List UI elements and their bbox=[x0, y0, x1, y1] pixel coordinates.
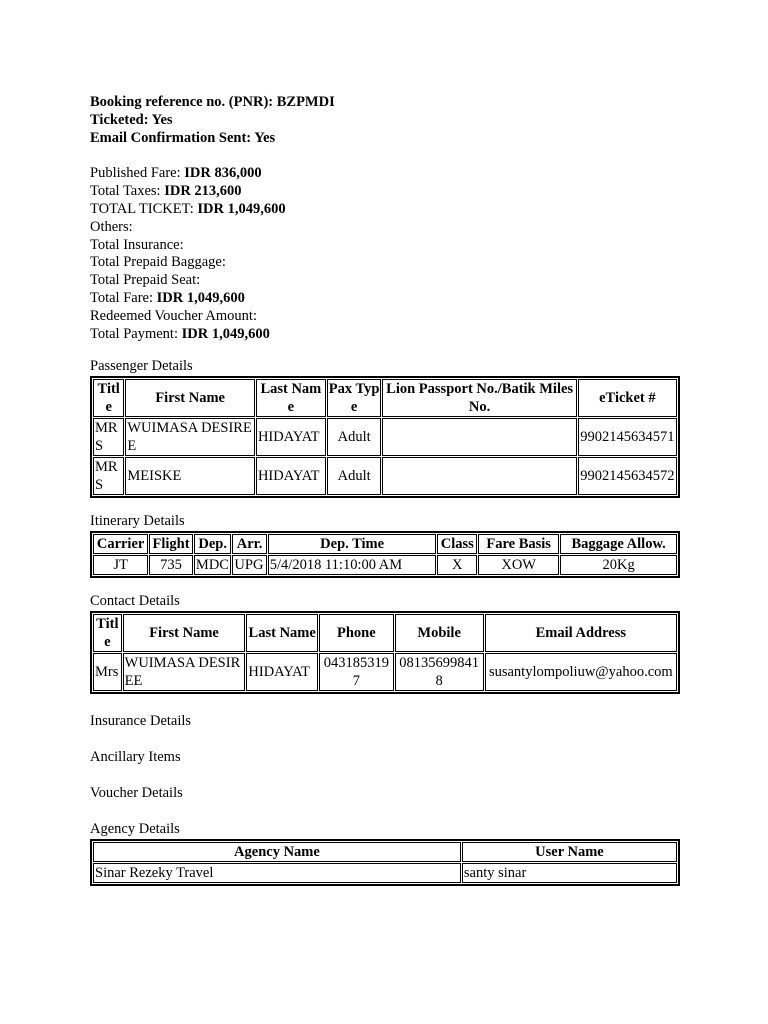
fare-line bbox=[90, 326, 680, 344]
fare-label: TOTAL TICKET: bbox=[90, 200, 198, 217]
fare-label: Total Payment: bbox=[90, 325, 182, 342]
itinerary-departure: MDC bbox=[194, 555, 231, 575]
contact-last-name: HIDAYAT bbox=[246, 653, 318, 691]
passenger-pax-type: Adult bbox=[327, 418, 382, 456]
fare-label: Total Prepaid Seat: bbox=[90, 272, 201, 289]
column-header: Title bbox=[93, 379, 124, 417]
passenger-details-title: Passenger Details bbox=[90, 358, 193, 375]
itinerary-departure-time: 5/4/2018 11:10:00 AM bbox=[268, 555, 437, 575]
column-header: Last Name bbox=[256, 379, 326, 417]
contact-table bbox=[90, 611, 680, 694]
fare-line bbox=[90, 201, 680, 219]
passenger-first-name: WUIMASA DESIREE bbox=[125, 418, 255, 456]
fare-label: Total Prepaid Baggage: bbox=[90, 254, 226, 271]
fare-label: Others: bbox=[90, 218, 133, 235]
fare-line bbox=[90, 219, 680, 237]
passenger-last-name: HIDAYAT bbox=[256, 457, 326, 495]
column-header: Class bbox=[437, 534, 477, 554]
table-header-row bbox=[93, 534, 677, 554]
column-header: Dep. bbox=[194, 534, 231, 554]
column-header: Flight bbox=[149, 534, 193, 554]
passenger-table bbox=[90, 376, 680, 498]
itinerary-baggage: 20Kg bbox=[560, 555, 677, 575]
table-row bbox=[93, 457, 677, 495]
ancillary-items-title: Ancillary Items bbox=[90, 749, 181, 766]
agency-details-title: Agency Details bbox=[90, 821, 180, 838]
table-row bbox=[93, 555, 677, 575]
contact-title: Mrs bbox=[93, 653, 122, 691]
pnr-label: Booking reference no. (PNR): bbox=[90, 94, 277, 110]
column-header: Pax Type bbox=[327, 379, 382, 417]
email-confirmation-value: Yes bbox=[254, 129, 276, 146]
fare-value: IDR 836,000 bbox=[184, 165, 262, 182]
column-header: Carrier bbox=[93, 534, 148, 554]
insurance-details-title: Insurance Details bbox=[90, 713, 192, 730]
fare-line bbox=[90, 272, 680, 290]
column-header: Email Address bbox=[485, 614, 677, 652]
table-row bbox=[93, 653, 677, 691]
fare-line bbox=[90, 290, 680, 308]
ticketed-line bbox=[90, 112, 680, 130]
passenger-passport bbox=[382, 418, 576, 456]
table-header-row bbox=[93, 842, 677, 862]
itinerary-table bbox=[90, 531, 680, 578]
fare-line bbox=[90, 237, 680, 255]
column-header: User Name bbox=[462, 842, 677, 862]
fare-value: IDR 1,049,600 bbox=[197, 200, 286, 217]
email-confirmation-line bbox=[90, 130, 680, 148]
fare-value: IDR 1,049,600 bbox=[181, 325, 270, 342]
fare-label: Total Fare: bbox=[90, 289, 157, 306]
column-header: Agency Name bbox=[93, 842, 461, 862]
passenger-passport bbox=[382, 457, 576, 495]
voucher-details-title: Voucher Details bbox=[90, 785, 183, 802]
email-confirmation-label: Email Confirmation Sent: bbox=[90, 129, 255, 146]
itinerary-flight: 735 bbox=[149, 555, 193, 575]
itinerary-carrier: JT bbox=[93, 555, 148, 575]
agency-name: Sinar Rezeky Travel bbox=[93, 863, 461, 883]
fare-line bbox=[90, 308, 680, 326]
booking-document bbox=[90, 94, 680, 886]
fare-value: IDR 1,049,600 bbox=[156, 289, 245, 306]
fare-label: Total Insurance: bbox=[90, 236, 184, 253]
contact-details-title: Contact Details bbox=[90, 593, 180, 610]
table-row bbox=[93, 418, 677, 456]
agency-user-name: santy sinar bbox=[462, 863, 677, 883]
column-header: First Name bbox=[123, 614, 246, 652]
fare-line bbox=[90, 183, 680, 201]
column-header: Last Name bbox=[246, 614, 318, 652]
ticketed-label: Ticketed: bbox=[90, 111, 152, 128]
column-header: First Name bbox=[125, 379, 255, 417]
column-header: Title bbox=[93, 614, 122, 652]
agency-table bbox=[90, 839, 680, 886]
column-header: Arr. bbox=[232, 534, 266, 554]
fare-line bbox=[90, 165, 680, 183]
passenger-title: MRS bbox=[93, 418, 124, 456]
pnr-value: BZPMDI bbox=[276, 94, 335, 110]
column-header: eTicket # bbox=[578, 379, 677, 417]
table-row bbox=[93, 863, 677, 883]
passenger-first-name: MEISKE bbox=[125, 457, 255, 495]
ticketed-value: Yes bbox=[151, 111, 173, 128]
itinerary-details-title: Itinerary Details bbox=[90, 513, 185, 530]
passenger-eticket: 9902145634571 bbox=[578, 418, 677, 456]
pnr-line bbox=[90, 94, 680, 112]
itinerary-class: X bbox=[437, 555, 477, 575]
table-header-row bbox=[93, 379, 677, 417]
column-header: Mobile bbox=[395, 614, 484, 652]
passenger-eticket: 9902145634572 bbox=[578, 457, 677, 495]
column-header: Baggage Allow. bbox=[560, 534, 677, 554]
contact-email: susantylompoliuw@yahoo.com bbox=[485, 653, 677, 691]
table-header-row bbox=[93, 614, 677, 652]
contact-first-name: WUIMASA DESIREE bbox=[123, 653, 246, 691]
passenger-title: MRS bbox=[93, 457, 124, 495]
itinerary-fare-basis: XOW bbox=[478, 555, 559, 575]
column-header: Lion Passport No./Batik Miles No. bbox=[382, 379, 576, 417]
passenger-pax-type: Adult bbox=[327, 457, 382, 495]
fare-value: IDR 213,600 bbox=[164, 183, 242, 200]
column-header: Fare Basis bbox=[478, 534, 559, 554]
fare-line bbox=[90, 254, 680, 272]
fare-label: Published Fare: bbox=[90, 165, 185, 182]
contact-mobile: 081356998418 bbox=[395, 653, 484, 691]
column-header: Phone bbox=[319, 614, 394, 652]
itinerary-arrival: UPG bbox=[232, 555, 266, 575]
passenger-last-name: HIDAYAT bbox=[256, 418, 326, 456]
column-header: Dep. Time bbox=[268, 534, 437, 554]
fare-label: Total Taxes: bbox=[90, 183, 165, 200]
contact-phone: 0431853197 bbox=[319, 653, 394, 691]
fare-label: Redeemed Voucher Amount: bbox=[90, 307, 257, 324]
